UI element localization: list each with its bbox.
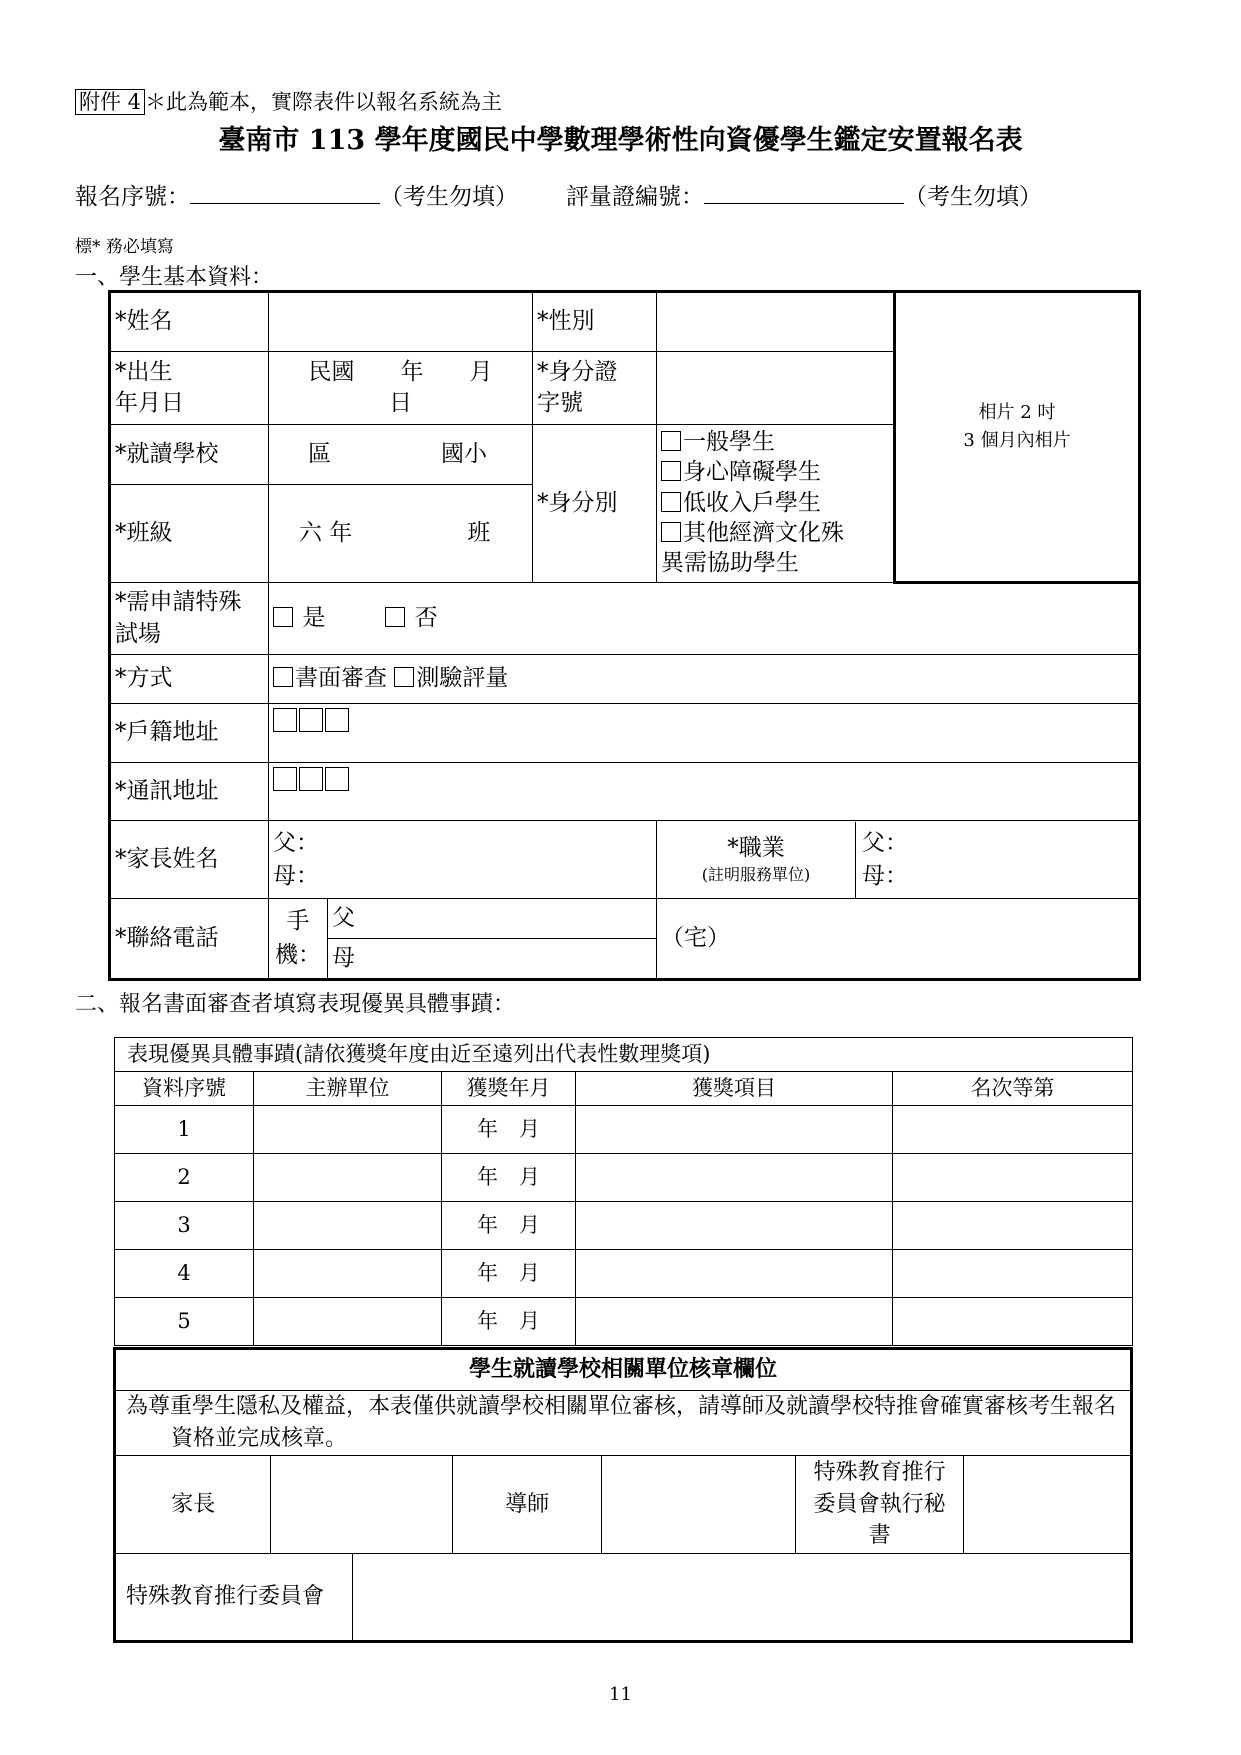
parent-stamp-label: 家長 bbox=[115, 1456, 271, 1554]
id-field[interactable] bbox=[657, 352, 895, 425]
checkbox-document-review[interactable] bbox=[273, 667, 293, 687]
section2-heading: 二、報名書面審查者填寫表現優異具體事蹟： bbox=[75, 992, 516, 1017]
award-item-cell[interactable] bbox=[576, 1154, 893, 1202]
required-note: 標* 務必填寫 bbox=[75, 237, 174, 257]
award-item-cell[interactable] bbox=[576, 1298, 893, 1346]
home-phone-label: （宅） bbox=[661, 924, 730, 951]
method-options: 書面審查 測驗評量 bbox=[269, 655, 1140, 704]
birth-label: *出生 年月日 bbox=[110, 352, 269, 425]
identity-options bbox=[657, 425, 895, 583]
parent-name-field[interactable] bbox=[269, 821, 657, 899]
form-title: 臺南市 113 學年度國民中學數理學術性向資優學生鑑定安置報名表 bbox=[218, 125, 1023, 156]
school-field[interactable] bbox=[269, 425, 533, 485]
award-item-cell[interactable] bbox=[576, 1250, 893, 1298]
attachment-tag: 附件 4 bbox=[75, 89, 145, 115]
ranking-cell[interactable] bbox=[893, 1202, 1133, 1250]
household-address-label: *戶籍地址 bbox=[110, 704, 269, 763]
checkbox-yes[interactable] bbox=[273, 607, 293, 627]
home-phone-field[interactable] bbox=[657, 899, 1140, 980]
id-label: *身分證 字號 bbox=[533, 352, 657, 425]
mailing-address-label: *通訊地址 bbox=[110, 763, 269, 821]
mobile-father-field[interactable]: 父 bbox=[328, 899, 656, 939]
school-suffix: 國小 bbox=[441, 440, 487, 467]
organizer-cell[interactable] bbox=[254, 1298, 442, 1346]
registration-line bbox=[75, 178, 1042, 211]
photo-text: 相片 2 吋 3 個月內相片 bbox=[963, 402, 1071, 451]
column-header: 名次等第 bbox=[893, 1072, 1133, 1106]
special-room-label: *需申請特殊 試場 bbox=[110, 583, 269, 655]
stamp-notice: 為尊重學生隱私及權益，本表僅供就讀學校相關單位審核，請導師及就讀學校特推會確實審核考生報名資格並完成核章。 bbox=[115, 1391, 1132, 1456]
row-number: 4 bbox=[115, 1250, 254, 1298]
identity-option-general[interactable]: 一般學生 bbox=[661, 427, 889, 457]
cert-label: 評量證編號： bbox=[566, 184, 704, 210]
class-grade: 六 年 bbox=[299, 519, 353, 546]
zip-box[interactable] bbox=[273, 767, 297, 791]
school-district: 區 bbox=[308, 440, 331, 467]
checkbox-test-assessment[interactable] bbox=[394, 667, 414, 687]
table-row bbox=[115, 1298, 1133, 1346]
secretary-stamp-label: 特殊教育推行委員會執行秘書 bbox=[795, 1456, 963, 1554]
table-row bbox=[115, 1106, 1133, 1154]
serial-note: （考生勿填） bbox=[380, 184, 518, 210]
identity-option-other[interactable]: 其他經濟文化殊 bbox=[661, 518, 889, 548]
award-date-cell[interactable]: 年 月 bbox=[442, 1106, 576, 1154]
teacher-stamp-field[interactable] bbox=[602, 1456, 796, 1554]
cert-note: （考生勿填） bbox=[904, 184, 1042, 210]
class-label: *班級 bbox=[110, 485, 269, 583]
occupation-field[interactable] bbox=[856, 822, 908, 898]
section1-heading: 一、學生基本資料： bbox=[75, 265, 274, 290]
parent-name-label: *家長姓名 bbox=[110, 821, 269, 899]
row-number: 5 bbox=[115, 1298, 254, 1346]
checkbox-low-income[interactable] bbox=[661, 492, 681, 512]
teacher-stamp-label: 導師 bbox=[452, 1456, 601, 1554]
award-date-cell[interactable]: 年 月 bbox=[442, 1202, 576, 1250]
ranking-cell[interactable] bbox=[893, 1298, 1133, 1346]
table-row bbox=[115, 1250, 1133, 1298]
row-number: 2 bbox=[115, 1154, 254, 1202]
zip-box[interactable] bbox=[325, 708, 349, 732]
zip-box[interactable] bbox=[299, 708, 323, 732]
gender-label: *性別 bbox=[533, 292, 657, 352]
identity-label: *身分別 bbox=[533, 425, 657, 583]
class-field[interactable] bbox=[269, 485, 533, 583]
occupation-cell bbox=[657, 821, 1140, 899]
serial-label: 報名序號： bbox=[75, 184, 190, 210]
occupation-mother: 母： bbox=[862, 862, 908, 889]
mailing-address-field[interactable] bbox=[269, 763, 1140, 821]
column-header: 獲獎年月 bbox=[442, 1072, 576, 1106]
special-room-options: 是 否 bbox=[269, 583, 1140, 655]
stamp-table bbox=[113, 1347, 1133, 1643]
secretary-stamp-field[interactable] bbox=[964, 1456, 1132, 1554]
birth-field[interactable]: 民國 年 月 日 bbox=[269, 352, 533, 425]
zip-box[interactable] bbox=[325, 767, 349, 791]
committee-stamp-label: 特殊教育推行委員會 bbox=[115, 1554, 353, 1642]
template-note: ＊此為範本，實際表件以報名系統為主 bbox=[145, 90, 503, 114]
checkbox-other[interactable] bbox=[661, 522, 681, 542]
page-number: 11 bbox=[609, 1684, 632, 1705]
name-field[interactable] bbox=[269, 292, 533, 352]
occupation-sublabel: (註明服務單位) bbox=[701, 865, 811, 885]
organizer-cell[interactable] bbox=[254, 1202, 442, 1250]
school-label: *就讀學校 bbox=[110, 425, 269, 485]
column-header: 獲獎項目 bbox=[576, 1072, 893, 1106]
zip-box[interactable] bbox=[299, 767, 323, 791]
photo-box[interactable] bbox=[895, 292, 1140, 583]
column-header: 主辦單位 bbox=[254, 1072, 442, 1106]
checkbox-no[interactable] bbox=[385, 607, 405, 627]
gender-field[interactable] bbox=[657, 292, 895, 352]
table-row bbox=[115, 1154, 1133, 1202]
row-number: 1 bbox=[115, 1106, 254, 1154]
award-date-cell[interactable]: 年 月 bbox=[442, 1154, 576, 1202]
occupation-father: 父： bbox=[862, 830, 908, 857]
household-address-field[interactable] bbox=[269, 704, 1140, 763]
identity-option-disability[interactable]: 身心障礙學生 bbox=[661, 457, 889, 487]
class-suffix: 班 bbox=[467, 519, 491, 546]
annotation bbox=[75, 86, 502, 116]
basic-info-table bbox=[108, 290, 1141, 981]
occupation-label: *職業 bbox=[727, 835, 785, 862]
parent-stamp-field[interactable] bbox=[271, 1456, 453, 1554]
column-header: 資料序號 bbox=[115, 1072, 254, 1106]
award-date-cell[interactable]: 年 月 bbox=[442, 1250, 576, 1298]
ranking-cell[interactable] bbox=[893, 1106, 1133, 1154]
row-number: 3 bbox=[115, 1202, 254, 1250]
achievements-table bbox=[114, 1037, 1133, 1346]
method-label: *方式 bbox=[110, 655, 269, 704]
mobile-mother-field[interactable]: 母 bbox=[332, 944, 355, 971]
committee-stamp-field[interactable] bbox=[352, 1554, 1131, 1642]
award-item-cell[interactable] bbox=[576, 1202, 893, 1250]
parent-mother: 母： bbox=[273, 862, 319, 889]
mobile-label: 手 機： bbox=[269, 899, 328, 978]
zip-box[interactable] bbox=[273, 708, 297, 732]
ranking-cell[interactable] bbox=[893, 1154, 1133, 1202]
parent-father: 父： bbox=[273, 830, 319, 857]
award-date-cell[interactable]: 年 月 bbox=[442, 1298, 576, 1346]
phone-label: *聯絡電話 bbox=[110, 899, 269, 980]
organizer-cell[interactable] bbox=[254, 1106, 442, 1154]
cert-field[interactable] bbox=[704, 181, 904, 204]
identity-option-other-tail: 異需協助學生 bbox=[661, 550, 799, 577]
achievements-title: 表現優異具體事蹟(請依獲獎年度由近至遠列出代表性數理獎項) bbox=[115, 1038, 1133, 1072]
name-label: *姓名 bbox=[110, 292, 269, 352]
checkbox-disability[interactable] bbox=[661, 461, 681, 481]
mobile-cell bbox=[269, 899, 657, 980]
checkbox-general[interactable] bbox=[661, 431, 681, 451]
organizer-cell[interactable] bbox=[254, 1250, 442, 1298]
stamp-title: 學生就讀學校相關單位核章欄位 bbox=[115, 1349, 1132, 1391]
table-row bbox=[115, 1202, 1133, 1250]
identity-option-low-income[interactable]: 低收入戶學生 bbox=[661, 488, 889, 518]
award-item-cell[interactable] bbox=[576, 1106, 893, 1154]
serial-field[interactable] bbox=[190, 181, 380, 204]
ranking-cell[interactable] bbox=[893, 1250, 1133, 1298]
organizer-cell[interactable] bbox=[254, 1154, 442, 1202]
